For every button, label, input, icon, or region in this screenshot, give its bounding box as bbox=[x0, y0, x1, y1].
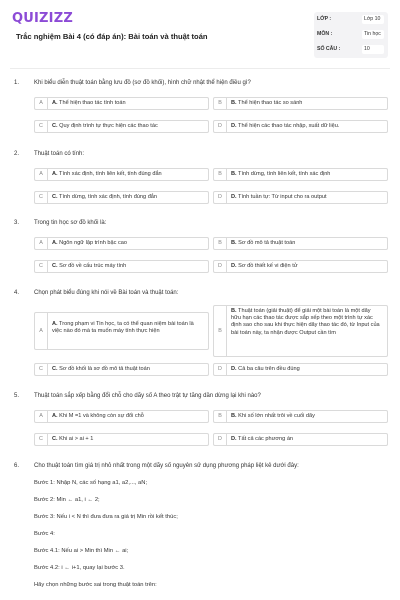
option-d[interactable]: D D. Thể hiện các thao tác nhập, xuất dữ liệu. bbox=[213, 120, 388, 133]
question-number: 5. bbox=[14, 393, 20, 399]
worksheet-header bbox=[0, 0, 400, 68]
algorithm-step: Bước 2: Min ← a1, i ← 2; bbox=[34, 497, 100, 503]
question-number: 3. bbox=[14, 220, 20, 226]
question-text: Chọn phát biểu đúng khi nói về Bài toán và thuật toán: bbox=[34, 290, 179, 296]
meta-row-grade: LỚP : Lớp 10 bbox=[314, 12, 388, 27]
option-b[interactable]: B B. Sơ đồ mô tả thuật toán bbox=[213, 237, 388, 250]
algorithm-step: Bước 4: bbox=[34, 531, 55, 537]
question-text: Trong tin học sơ đồ khối là: bbox=[34, 220, 107, 226]
option-d[interactable]: D D. Tính tuần tự: Từ input cho ra output bbox=[213, 191, 388, 204]
meta-value-subject: Tin học bbox=[362, 30, 384, 39]
option-c[interactable]: C C. Tính dừng, tính xác định, tính đúng đắn bbox=[34, 191, 209, 204]
option-b[interactable]: B B. Khi số lớn nhất trôi về cuối dãy bbox=[213, 410, 388, 423]
question-number: 6. bbox=[14, 463, 20, 469]
algorithm-step: Bước 3: Nếu i < N thì đưa đưa ra giá trị Min rồi kết thúc; bbox=[34, 514, 178, 520]
option-c[interactable]: C C. Quy định trình tự thực hiện các thao tác bbox=[34, 120, 209, 133]
question-text: Cho thuật toán tìm giá trị nhỏ nhất trong một dãy số nguyên sử dụng phương pháp liệt kê dưới đây: bbox=[34, 463, 299, 469]
meta-row-subject: MÔN : Tin học bbox=[314, 27, 388, 42]
algorithm-step: Bước 4.1: Nếu ai > Min thì Min ← ai; bbox=[34, 548, 129, 554]
meta-row-count: SỐ CÂU : 10 bbox=[314, 42, 388, 57]
option-d[interactable]: D D. Tất cả các phương án bbox=[213, 433, 388, 446]
question-text: Thuật toán có tính: bbox=[34, 151, 85, 157]
option-c[interactable]: C C. Sơ đồ về cấu trúc máy tính bbox=[34, 260, 209, 273]
option-b[interactable]: B B. Thể hiện thao tác so sánh bbox=[213, 97, 388, 110]
option-a[interactable]: A A. Khi M =1 và không còn sự đổi chỗ bbox=[34, 410, 209, 423]
question-number: 4. bbox=[14, 290, 20, 296]
option-b[interactable]: B B. Thuật toán (giải thuật) để giải một bài toán là một dãy hữu hạn các thao tác được sắp xếp theo một trình tự xác định sao cho sau khi thực hiện dãy thao tác đó, từ Input của bài toán này, ta nhận được Output cần tìm bbox=[213, 305, 388, 357]
quizizz-logo: QUIZIZZ bbox=[12, 11, 73, 26]
question-text: Khi biểu diễn thuật toán bằng lưu đồ (sơ đồ khối), hình chữ nhật thể hiện điều gì? bbox=[34, 80, 251, 86]
option-b[interactable]: B B. Tính dừng, tính liên kết, tính xác định bbox=[213, 168, 388, 181]
question-number: 1. bbox=[14, 80, 20, 86]
header-divider bbox=[10, 68, 390, 69]
question-prompt: Hãy chọn những bước sai trong thuật toán trên: bbox=[34, 582, 157, 588]
option-a[interactable]: A A. Ngôn ngữ lập trình bậc cao bbox=[34, 237, 209, 250]
meta-value-grade: Lớp 10 bbox=[362, 15, 384, 24]
option-d[interactable]: D D. Cả ba câu trên đều đúng bbox=[213, 363, 388, 376]
meta-value-count: 10 bbox=[362, 45, 384, 54]
option-a[interactable]: A A. Thể hiện thao tác tính toán bbox=[34, 97, 209, 110]
option-a[interactable]: A A. Trong phạm vi Tin học, ta có thể quan niệm bài toán là việc nào đó mà ta muốn máy tính thực hiện bbox=[34, 312, 209, 350]
option-c[interactable]: C C. Sơ đồ khối là sơ đồ mô tả thuật toán bbox=[34, 363, 209, 376]
worksheet-title: Trắc nghiệm Bài 4 (có đáp án): Bài toán và thuật toán bbox=[16, 32, 208, 41]
option-c[interactable]: C C. Khi ai > ai + 1 bbox=[34, 433, 209, 446]
question-text: Thuật toán sắp xếp bằng đổi chỗ cho dãy số A theo trật tự tăng dần dừng lại khi nào? bbox=[34, 393, 261, 399]
algorithm-step: Bước 1: Nhập N, các số hạng a1, a2,..., aN; bbox=[34, 480, 148, 486]
option-a[interactable]: A A. Tính xác định, tính liên kết, tính đúng đắn bbox=[34, 168, 209, 181]
question-number: 2. bbox=[14, 151, 20, 157]
option-d[interactable]: D D. Sơ đồ thiết kế vi điện tử bbox=[213, 260, 388, 273]
algorithm-step: Bước 4.2: i ← i+1, quay lại bước 3. bbox=[34, 565, 125, 571]
